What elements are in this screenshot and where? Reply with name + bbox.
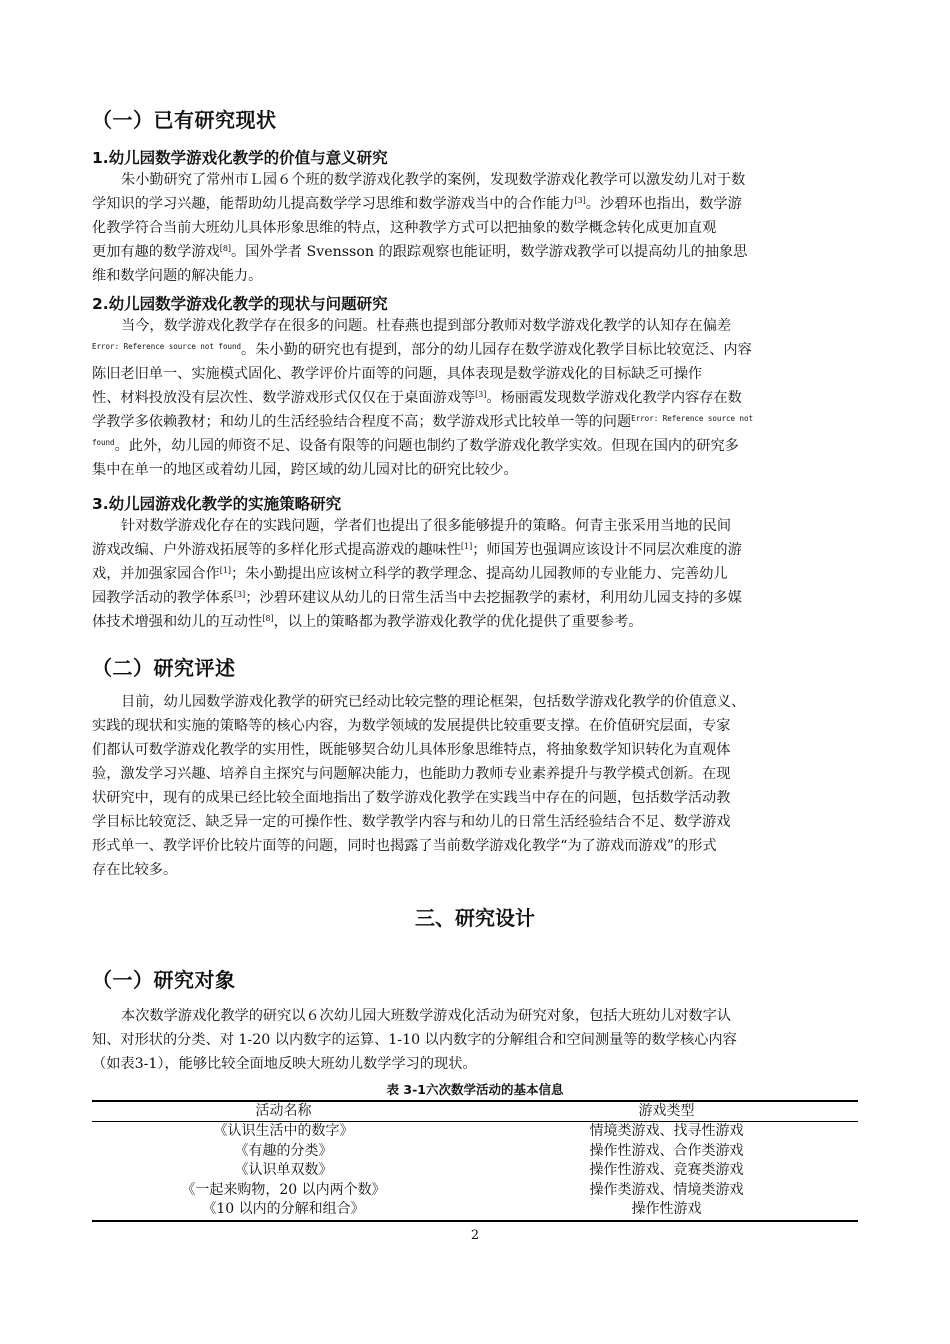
- game-type-cell: 操作性游戏: [475, 1200, 858, 1221]
- section-heading-review: （二）研究评述: [92, 656, 236, 680]
- paragraph-value-research: [92, 168, 860, 288]
- text-line: 本次数学游戏化教学的研究以６次幼儿园大班数学游戏化活动为研究对象，包括大班幼儿对数字认: [121, 1008, 732, 1024]
- text-line: 学知识的学习兴趣，能帮助幼儿提高数学学习思维和数学游戏当中的合作能力[3]。沙碧环也指出，数学游: [92, 196, 742, 212]
- game-type-cell: 操作性游戏、合作类游戏: [589, 1142, 744, 1159]
- page-number: 2: [470, 1228, 480, 1243]
- section-heading-research-subject: （一）研究对象: [92, 968, 236, 992]
- text-line: $^{Error: Reference source not found}$。朱小勤的研究也有提到，部分的幼儿园存在数学游戏化教学目标比较宽泛、内容: [92, 342, 752, 358]
- text-line: 化教学符合当前大班幼儿具体形象思维的特点，这种教学方式可以把抽象的数学概念转化成更加直观: [92, 220, 717, 236]
- text-line: 针对数学游戏化存在的实践问题，学者们也提出了很多能够提升的策略。何青主张采用当地的民间: [121, 518, 732, 534]
- reference-error: Error: Reference source not: [631, 414, 754, 423]
- reference-error: found: [92, 438, 115, 447]
- text-line: 们都认可数学游戏化教学的实用性，既能够契合幼儿具体形象思维特点，将抽象数学知识转化为直观体: [92, 742, 731, 758]
- text-line: 陈旧老旧单一、实施模式固化、教学评价片面等的问题，具体表现是数学游戏化的目标缺乏可操作: [92, 366, 703, 382]
- citation[interactable]: [8]: [262, 614, 274, 623]
- citation[interactable]: [1]: [219, 566, 232, 575]
- game-type-cell: 操作类游戏、情境类游戏: [589, 1181, 744, 1198]
- activity-name-cell: 《一起来购物，20 以内两个数》: [181, 1181, 386, 1198]
- text-line: 目前，幼儿园数学游戏化教学的研究已经动比较完整的理论框架，包括数学游戏化教学的价值意义、: [121, 694, 746, 710]
- table-row: [92, 1200, 858, 1221]
- activity-name-cell: 《有趣的分类》: [234, 1142, 333, 1159]
- citation[interactable]: [3]: [475, 390, 487, 399]
- text-line: 状研究中，现有的成果已经比较全面地指出了数学游戏化教学在实践当中存在的问题，包括数学活动教: [92, 790, 731, 806]
- table-row: [92, 1122, 858, 1142]
- text-line: 当今，数学游戏化教学存在很多的问题。杜春燕也提到部分教师对数学游戏化教学的认知存在偏差: [121, 318, 732, 334]
- text-line: （如表3-1），能够比较全面地反映大班幼儿数学学习的现状。: [92, 1056, 477, 1072]
- paragraph-research-subject: [92, 1004, 860, 1076]
- activity-name-cell: 《认识单双数》: [234, 1162, 333, 1179]
- text-line: 形式单一、教学评价比较片面等的问题，同时也揭露了当前数学游戏化教学“为了游戏而游戏”的形式: [92, 838, 717, 854]
- table-caption: 表 3-1六次数学活动的基本信息: [386, 1082, 564, 1097]
- text-line: 存在比较多。: [92, 862, 178, 878]
- citation[interactable]: [3]: [574, 196, 586, 205]
- section-heading-existing-research: （一）已有研究现状: [92, 108, 277, 132]
- text-line: 学教学多依赖教材；和幼儿的生活经验结合程度不高；数学游戏形式比较单一等的问题$^{Error: Reference source not}$: [92, 414, 754, 430]
- text-line: 性、材料投放没有层次性、数学游戏形式仅仅在于桌面游戏等[3]。杨丽霞发现数学游戏化教学内容存在数: [92, 390, 742, 406]
- text-line: $^{found}$。此外，幼儿园的师资不足、设备有限等的问题也制约了数学游戏化教学实效。但现在国内的研究多: [92, 438, 739, 454]
- text-line: 体技术增强和幼儿的互动性[8]，以上的策略都为教学游戏化教学的优化提供了重要参考。: [92, 614, 643, 630]
- table-row: [92, 1181, 858, 1201]
- activity-name-cell: 《认识生活中的数字》: [213, 1123, 354, 1139]
- citation[interactable]: [1]: [460, 542, 473, 551]
- paragraph-strategy-research: [92, 514, 860, 634]
- subheading-status-research: 2.幼儿园数学游戏化教学的现状与问题研究: [92, 295, 388, 313]
- game-type-cell: 情境类游戏、找寻性游戏: [589, 1123, 744, 1139]
- text-line: 朱小勤研究了常州市Ｌ园６个班的数学游戏化教学的案例，发现数学游戏化教学可以激发幼儿对于数: [121, 172, 746, 188]
- text-line: 实践的现状和实施的策略等的核心内容，为数学领域的发展提供比较重要支撑。在价值研究层面，专家: [92, 718, 731, 734]
- citation[interactable]: [3]: [233, 590, 246, 599]
- reference-error: Error: Reference source not found: [92, 342, 242, 351]
- activity-info-table: [92, 1100, 858, 1222]
- subheading-value-research: 1.幼儿园数学游戏化教学的价值与意义研究: [92, 149, 388, 167]
- activity-name-cell: 《10 以内的分解和组合》: [92, 1200, 475, 1221]
- text-line: 学目标比较宽泛、缺乏异一定的可操作性、数学教学内容与和幼儿的日常生活经验结合不足、数学游戏: [92, 814, 731, 830]
- text-line: 验，激发学习兴趣、培养自主探究与问题解决能力，也能助力教师专业素养提升与教学模式创新。在现: [92, 766, 731, 782]
- table-row: [92, 1142, 858, 1162]
- citation[interactable]: [8]: [219, 244, 232, 253]
- text-line: 维和数学问题的解决能力。: [92, 268, 263, 284]
- text-line: 园教学活动的教学体系[3]；沙碧环建议从幼儿的日常生活当中去挖掘教学的素材，利用幼儿园支持的多媒: [92, 590, 742, 606]
- column-header-activity-name: 活动名称: [92, 1101, 475, 1122]
- text-line: 知、对形状的分类、对 1-20 以内数字的运算、1-10 以内数字的分解组合和空间测量等的数学核心内容: [92, 1032, 737, 1048]
- text-line: 集中在单一的地区或着幼儿园，跨区域的幼儿园对比的研究比较少。: [92, 462, 518, 478]
- text-line: 游戏改编、户外游戏拓展等的多样化形式提高游戏的趣味性[1]；师国芳也强调应该设计不同层次难度的游: [92, 542, 742, 558]
- paragraph-review: [92, 690, 860, 882]
- table-header-row: [92, 1101, 858, 1122]
- subheading-strategy-research: 3.幼儿园游戏化教学的实施策略研究: [92, 495, 342, 513]
- text-line: 更加有趣的数学游戏[8]。国外学者 Svensson 的跟踪观察也能证明，数学游戏教学可以提高幼儿的抽象思: [92, 244, 748, 260]
- game-type-cell: 操作性游戏、竞赛类游戏: [589, 1162, 744, 1179]
- text-line: 戏，并加强家园合作[1]；朱小勤提出应该树立科学的教学理念、提高幼儿园教师的专业能力、完善幼儿: [92, 566, 728, 582]
- column-header-game-type: 游戏类型: [475, 1101, 858, 1122]
- paragraph-status-research: [92, 314, 860, 482]
- chapter-title-research-design: 三、研究设计: [415, 906, 535, 930]
- table-row: [92, 1161, 858, 1181]
